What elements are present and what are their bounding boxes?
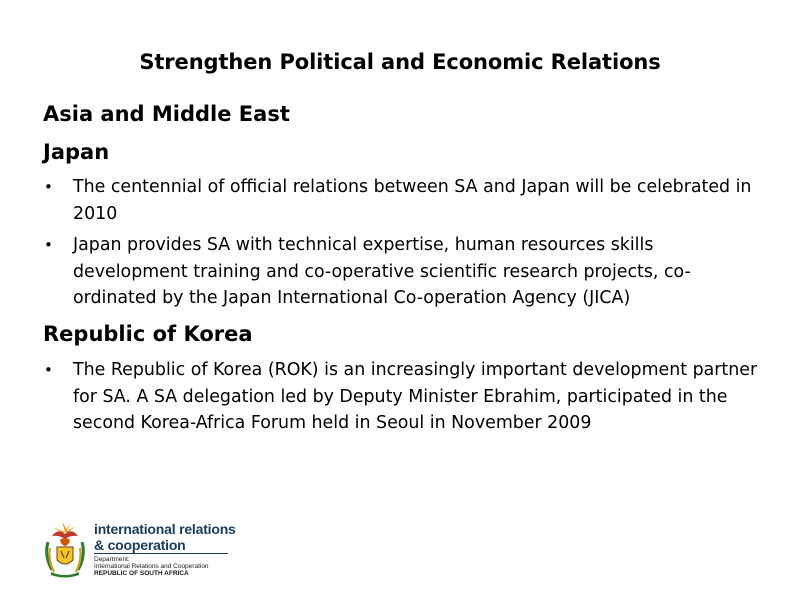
logo-title-line-1: international relations <box>94 521 236 537</box>
logo-title-line-2: & cooperation <box>94 537 186 553</box>
logo-country: REPUBLIC OF SOUTH AFRICA <box>94 570 189 577</box>
logo-divider <box>94 553 228 554</box>
bullet-icon: • <box>44 236 53 254</box>
bullet-text: The centennial of official relations between SA and Japan will be celebrated in 2010 <box>73 177 752 224</box>
list-item <box>43 174 763 227</box>
bullet-text: Japan provides SA with technical expertise, human resources skills development training and co-operative scientific research projects, co-ordinated by the Japan International Co-operation Agency (JICA) <box>73 235 691 308</box>
bullet-icon: • <box>44 178 53 196</box>
section-heading-korea: Republic of Korea <box>43 322 253 346</box>
bullet-text: The Republic of Korea (ROK) is an increasingly important development partner for SA. A SA delegation led by Deputy Minister Ebrahim, participated in the second Korea-Africa Forum held in Seoul in November 2009 <box>73 360 758 433</box>
slide-title: Strengthen Political and Economic Relations <box>139 50 661 74</box>
list-item <box>43 232 763 312</box>
section-heading-asia: Asia and Middle East <box>43 102 290 126</box>
bullet-icon: • <box>44 361 53 379</box>
section-heading-japan: Japan <box>43 140 110 164</box>
logo-department-label: Department: <box>94 556 130 563</box>
japan-bullet-list <box>43 174 763 317</box>
logo-department-name: International Relations and Cooperation <box>94 563 209 570</box>
korea-bullet-list <box>43 357 763 442</box>
list-item <box>43 357 763 437</box>
